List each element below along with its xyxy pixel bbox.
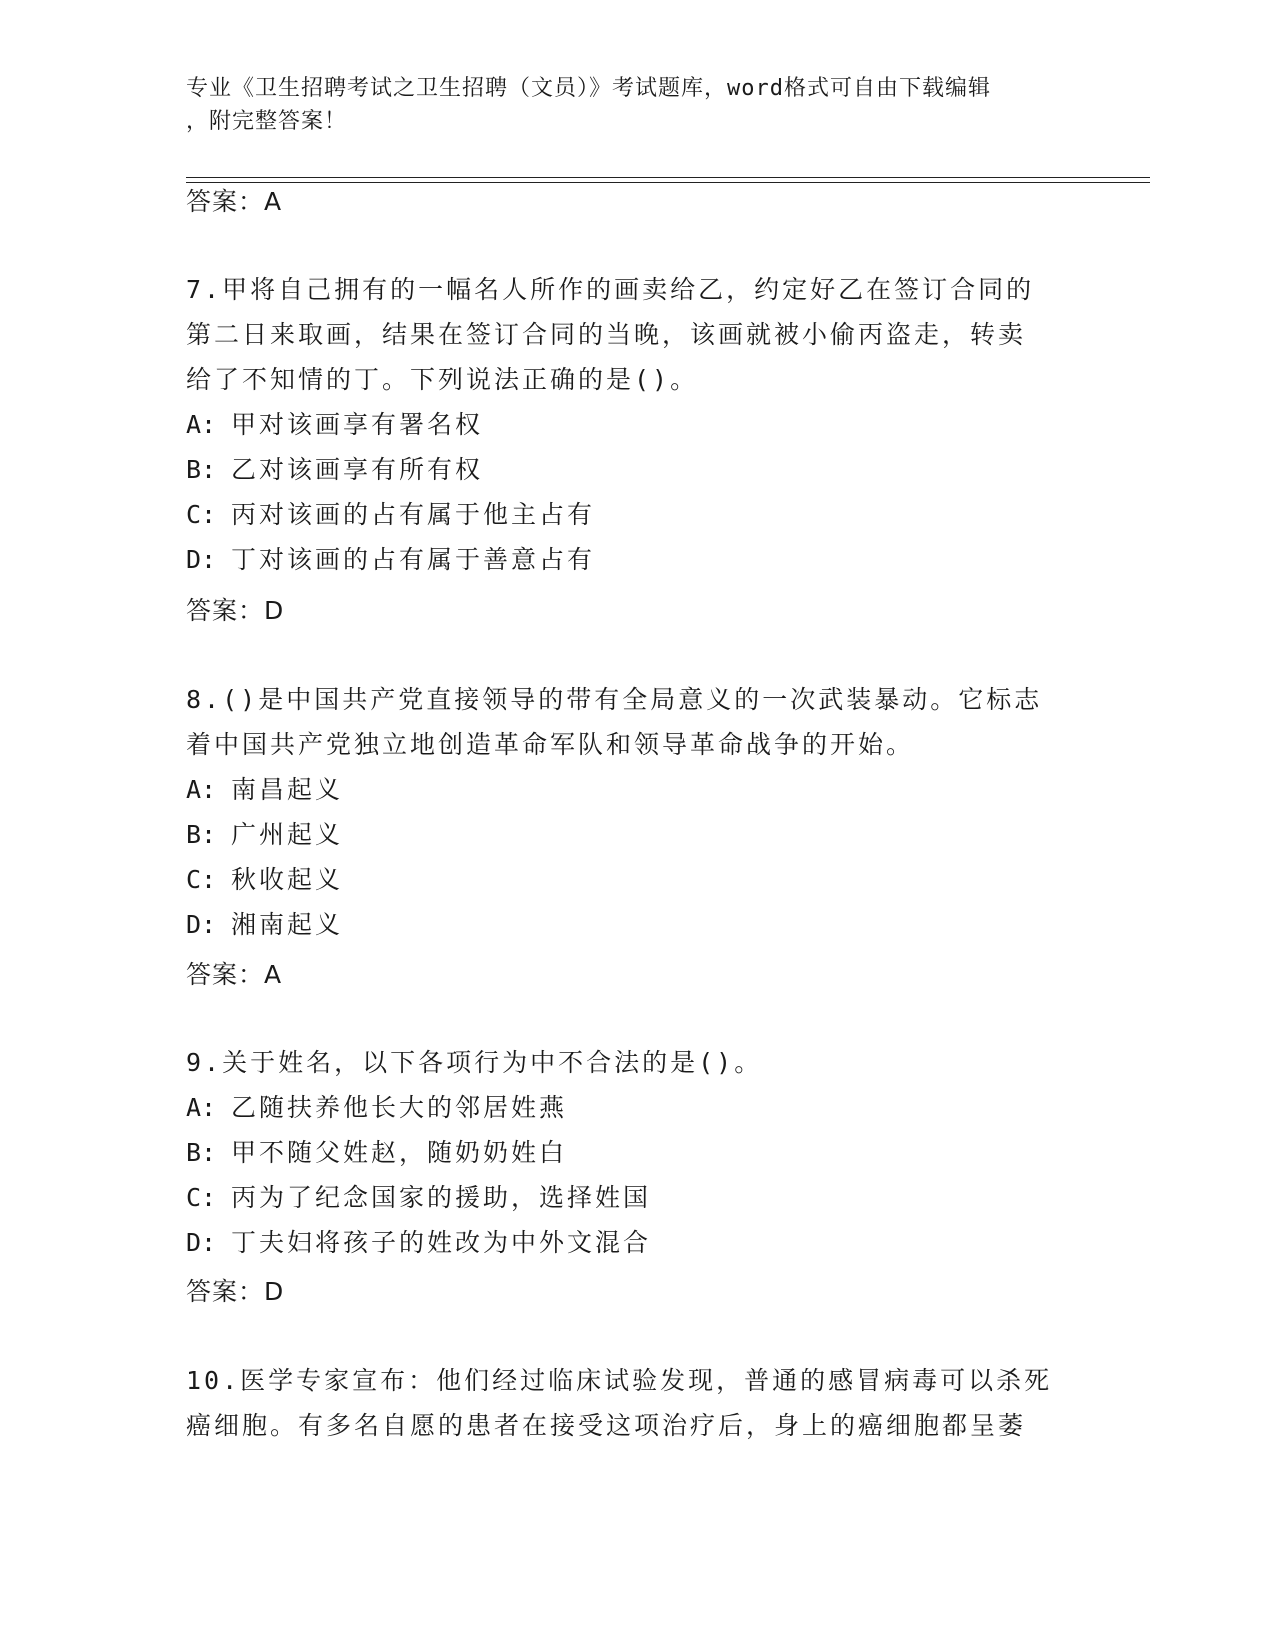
option-text: 丁夫妇将孩子的姓改为中外文混合 [231,1228,652,1257]
question-line: 8.()是中国共产党直接领导的带有全局意义的一次武装暴动。它标志 [186,685,1043,714]
question-8 [186,677,1076,947]
option-text: 丙为了纪念国家的援助，选择姓国 [231,1183,652,1212]
option-a [186,402,1076,447]
option-label: D: [186,545,217,574]
question-line: 癌细胞。有多名自愿的患者在接受这项治疗后，身上的癌细胞都呈萎 [186,1411,1027,1440]
question-line: 给了不知情的丁。下列说法正确的是()。 [186,365,699,394]
option-text: 湘南起义 [231,910,344,939]
question-9 [186,1040,1076,1265]
option-label: C: [186,500,217,529]
option-text: 南昌起义 [231,775,344,804]
question-10 [186,1358,1076,1448]
option-label: C: [186,865,217,894]
option-d [186,902,1076,947]
answer-q9: 答案：D [186,1277,285,1306]
question-8-text [186,677,1076,767]
option-d [186,537,1076,582]
option-text: 甲对该画享有署名权 [231,410,484,439]
option-b [186,447,1076,492]
option-a [186,767,1076,812]
question-line: 7.甲将自己拥有的一幅名人所作的画卖给乙，约定好乙在签订合同的 [186,275,1035,304]
option-label: D: [186,1228,217,1257]
option-text: 甲不随父姓赵，随奶奶姓白 [231,1138,568,1167]
option-label: A: [186,1093,217,1122]
header-divider-bottom [186,182,1150,183]
answer-q7: 答案：D [186,596,285,625]
question-7 [186,267,1076,582]
question-line: 10.医学专家宣布：他们经过临床试验发现，普通的感冒病毒可以杀死 [186,1366,1053,1395]
option-text: 乙随扶养他长大的邻居姓燕 [231,1093,568,1122]
option-text: 丙对该画的占有属于他主占有 [231,500,596,529]
option-text: 丁对该画的占有属于善意占有 [231,545,596,574]
option-text: 广州起义 [231,820,344,849]
option-d [186,1220,1076,1265]
header-line-2: ，附完整答案！ [186,109,348,134]
option-label: B: [186,820,217,849]
document-header [186,72,1076,138]
question-9-text [186,1040,1076,1085]
question-7-text [186,267,1076,402]
option-label: A: [186,775,217,804]
answer-q6: 答案：A [186,187,283,216]
option-text: 乙对该画享有所有权 [231,455,484,484]
option-label: A: [186,410,217,439]
option-c [186,492,1076,537]
option-label: B: [186,1138,217,1167]
header-line-1: 专业《卫生招聘考试之卫生招聘（文员）》考试题库，word格式可自由下载编辑 [186,76,991,101]
option-c [186,1175,1076,1220]
option-label: C: [186,1183,217,1212]
option-a [186,1085,1076,1130]
question-line: 着中国共产党独立地创造革命军队和领导革命战争的开始。 [186,730,915,759]
option-text: 秋收起义 [231,865,344,894]
question-line: 9.关于姓名，以下各项行为中不合法的是()。 [186,1048,763,1077]
option-b [186,1130,1076,1175]
option-label: B: [186,455,217,484]
option-b [186,812,1076,857]
header-divider-top [186,177,1150,178]
question-10-text [186,1358,1076,1448]
option-c [186,857,1076,902]
option-label: D: [186,910,217,939]
question-line: 第二日来取画，结果在签订合同的当晚，该画就被小偷丙盗走，转卖 [186,320,1027,349]
answer-q8: 答案：A [186,960,283,989]
